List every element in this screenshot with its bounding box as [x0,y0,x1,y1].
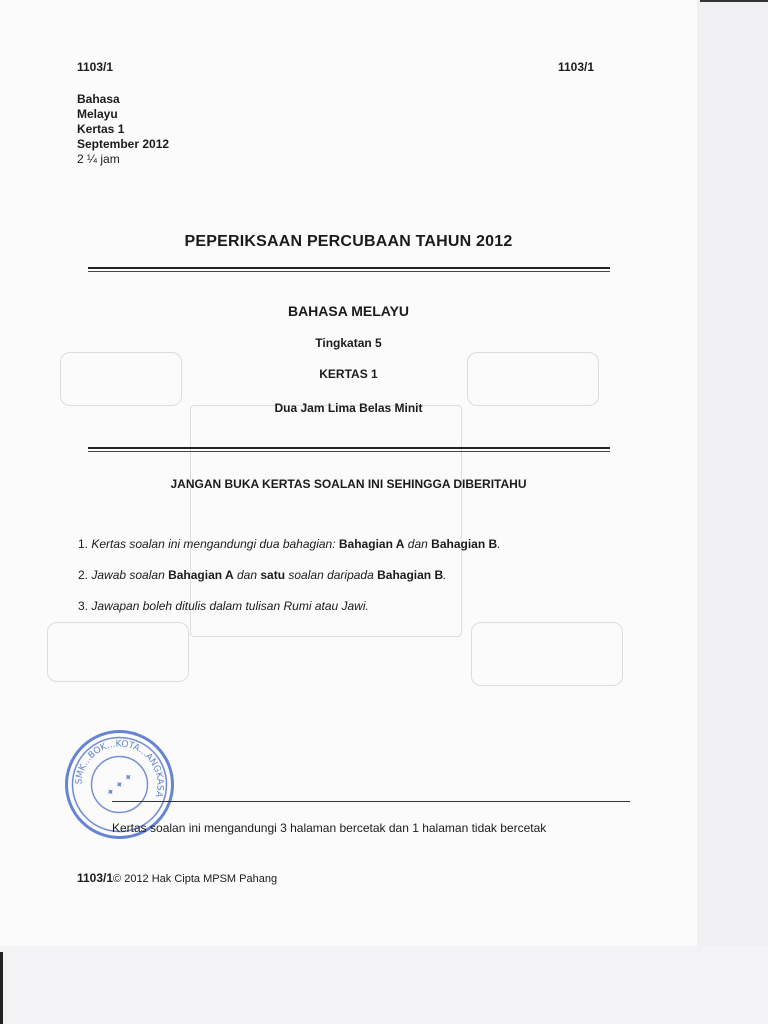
copyright-line [77,871,277,885]
bleed-through-box [47,622,189,682]
scan-edge-line [700,0,768,2]
instruction-text: soalan daripada [285,568,378,582]
instruction-text: dan [233,568,261,582]
scan-edge-mark [0,952,3,1024]
section-rule [88,447,610,449]
page-count-note: Kertas soalan ini mengandungi 3 halaman bercetak dan 1 halaman tidak bercetak [112,821,547,835]
instruction-number: 3. [78,599,89,613]
form-level: Tingkatan 5 [315,336,382,350]
instruction-item [78,537,501,568]
instruction-item [78,599,501,630]
copyright-code: 1103/1 [77,871,114,885]
instruction-number: 2. [78,568,89,582]
instruction-item [78,568,501,599]
instruction-text: Bahagian B [431,537,498,551]
section-rule [88,451,610,452]
bleed-through-box [471,622,623,686]
scan-margin-bottom [0,946,768,1024]
instruction-text: . [443,568,447,582]
scan-margin-right [697,0,768,946]
exam-title: PEPERIKSAAN PERCUBAAN TAHUN 2012 [184,233,513,250]
paper-number: KERTAS 1 [319,367,378,381]
meta-duration: 2 ¼ jam [77,152,120,166]
instructions-list [78,537,501,630]
instruction-text: . [497,537,501,551]
meta-line: Kertas 1 [77,122,125,136]
do-not-open-warning: JANGAN BUKA KERTAS SOALAN INI SEHINGGA DIBERITAHU [170,477,527,491]
instruction-number: 1. [78,537,89,551]
exam-duration: Dua Jam Lima Belas Minit [274,401,423,415]
instruction-text: Bahagian A [338,537,405,551]
instruction-text: Jawapan boleh ditulis dalam tulisan Rumi atau Jawi. [91,599,369,613]
footer-rule [112,801,630,802]
meta-line: September 2012 [77,137,170,151]
instruction-text: Kertas soalan ini mengandungi dua bahagian: [91,537,339,551]
instruction-text: Bahagian A [168,568,234,582]
instruction-text: Bahagian B [377,568,444,582]
title-rule [88,271,610,272]
instruction-text: dan [404,537,432,551]
instruction-text: Jawab soalan [91,568,169,582]
stamp-ring-text: SMK...BOK...KOTA...ANGKASA [74,739,165,799]
paper-meta [77,92,169,167]
instruction-text: satu [260,568,286,582]
copyright-text: © 2012 Hak Cipta MPSM Pahang [113,873,278,885]
meta-line: Melayu [77,107,118,121]
meta-line: Bahasa [77,92,120,106]
subject-heading: BAHASA MELAYU [287,303,410,319]
paper-code-left: 1103/1 [77,60,114,74]
paper-code-right: 1103/1 [557,60,594,74]
title-rule [88,267,610,269]
svg-text:✦ ✦ ✦: ✦ ✦ ✦ [104,770,136,800]
